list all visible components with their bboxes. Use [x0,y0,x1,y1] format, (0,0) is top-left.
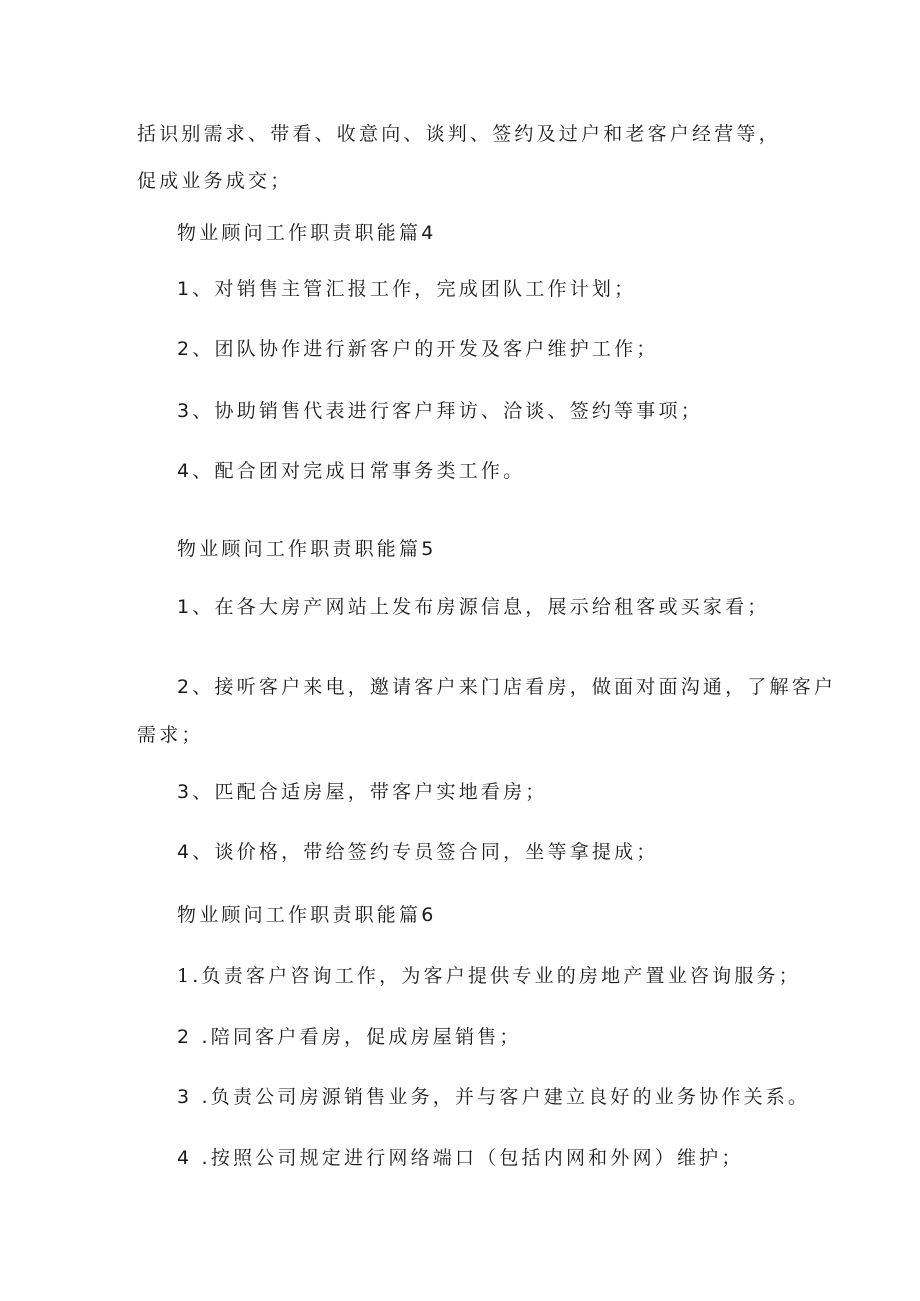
paragraph-line: 括识别需求、带看、收意向、谈判、签约及过户和老客户经营等， [137,123,781,145]
section-heading: 物业顾问工作职责职能篇6 [177,904,437,926]
list-item: 2、团队协作进行新客户的开发及客户维护工作； [177,338,659,360]
list-item: 3、协助销售代表进行客户拜访、洽谈、签约等事项； [177,400,703,422]
list-item: 2、接听客户来电，邀请客户来门店看房，做面对面沟通，了解客户 [177,676,837,698]
paragraph-line: 需求； [137,724,204,746]
section-heading: 物业顾问工作职责职能篇4 [177,222,437,244]
list-item: 4、配合团对完成日常事务类工作。 [177,460,526,482]
list-item: 3 .负责公司房源销售业务，并与客户建立良好的业务协作关系。 [177,1086,811,1108]
list-item: 4、谈价格，带给签约专员签合同，坐等拿提成； [177,841,659,863]
list-item: 1、对销售主管汇报工作，完成团队工作计划； [177,278,637,300]
list-item: 4 .按照公司规定进行网络端口（包括内网和外网）维护； [177,1147,744,1169]
list-item: 2 .陪同客户看房，促成房屋销售； [177,1026,522,1048]
paragraph-line: 促成业务成交； [137,170,293,192]
section-heading: 物业顾问工作职责职能篇5 [177,538,437,560]
list-item: 1.负责客户咨询工作，为客户提供专业的房地产置业咨询服务； [177,965,801,987]
list-item: 3、匹配合适房屋，带客户实地看房； [177,781,548,803]
list-item: 1、在各大房产网站上发布房源信息，展示给租客或买家看； [177,596,770,618]
